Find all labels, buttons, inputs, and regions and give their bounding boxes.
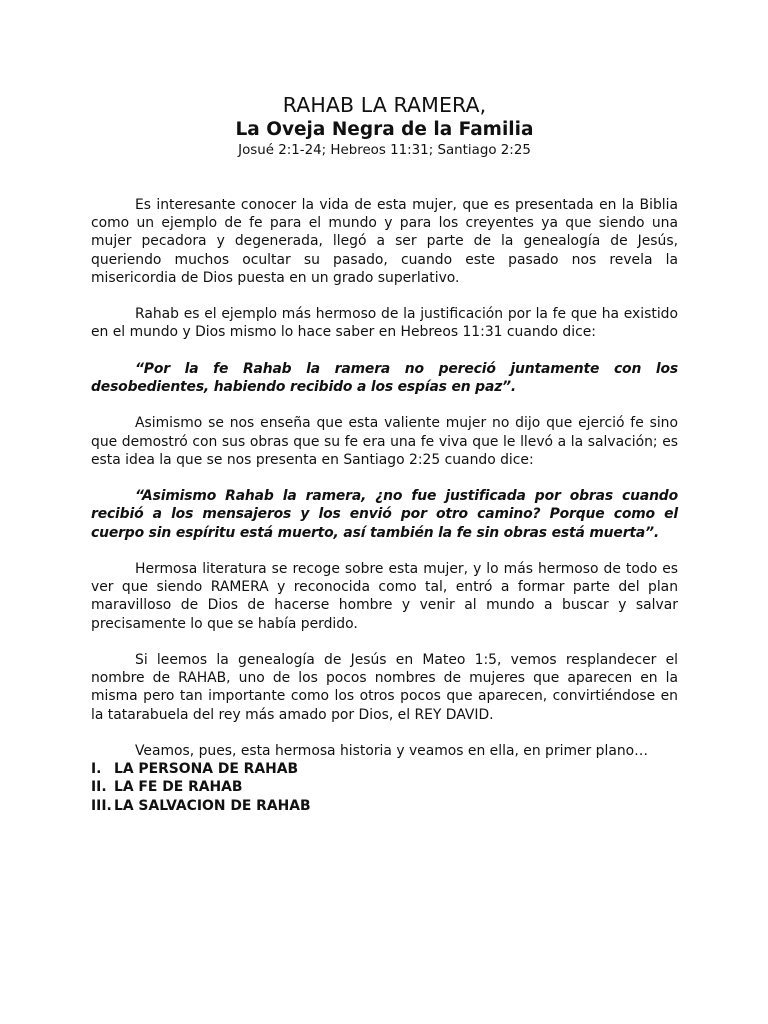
page-subtitle: La Oveja Negra de la Familia <box>235 119 534 140</box>
paragraph-genealogy: Si leemos la genealogía de Jesús en Mateo 1:5, vemos resplandecer el nombre de RAHAB, uno de los pocos nombres de mujeres que aparecen en la misma pero tan importante como los otros pocos que aparecen, convirtiéndose en la tatarabuela del rey más amado por Dios, el REY DAVID. <box>91 651 678 723</box>
quote-hebrews: “Por la fe Rahab la ramera no pereció juntamente con los desobedientes, habiendo recibido a los espías en paz”. <box>91 360 678 395</box>
page-title: RAHAB LA RAMERA, <box>282 93 487 117</box>
quote-santiago: “Asimismo Rahab la ramera, ¿no fue justificada por obras cuando recibió a los mensajeros y los envió por otro camino? Porque como el cuerpo sin espíritu está muerto, así también la fe sin obras está muerta”. <box>91 488 678 541</box>
outline-number: III. <box>91 797 112 814</box>
scripture-references: Josué 2:1-24; Hebreos 11:31; Santiago 2:25 <box>238 143 531 158</box>
paragraph-justification: Rahab es el ejemplo más hermoso de la justificación por la fe que ha existido en el mundo y Dios mismo lo hace saber en Hebreos 11:31 cuando dice: <box>91 306 678 341</box>
outline-list <box>91 760 678 815</box>
outline-number: I. <box>91 761 102 778</box>
outline-number: II. <box>91 779 107 796</box>
outline-text: LA FE DE RAHAB <box>114 779 243 796</box>
outline-text: LA PERSONA DE RAHAB <box>114 761 299 778</box>
paragraph-introduction: Es interesante conocer la vida de esta mujer, que es presentada en la Biblia como un ejemplo de fe para el mundo y para los creyentes ya que siendo una mujer pecadora y degenerada, llegó a ser parte de la genealogía de Jesús, queriendo muchos ocultar su pasado, cuando este pasado nos revela la misericordia de Dios puesta en un grado superlativo. <box>91 197 678 286</box>
paragraph-literature: Hermosa literatura se recoge sobre esta mujer, y lo más hermoso de todo es ver que siendo RAMERA y reconocida como tal, entró a formar parte del plan maravilloso de Dios de hacerse hombre y venir al mundo a buscar y salvar precisamente lo que se había perdido. <box>91 560 678 632</box>
outline-intro: Veamos, pues, esta hermosa historia y veamos en ella, en primer plano… <box>135 742 649 759</box>
outline-item <box>91 760 678 778</box>
outline-item <box>91 797 678 815</box>
title-block <box>91 92 678 160</box>
document-page <box>91 92 678 815</box>
outline-text: LA SALVACION DE RAHAB <box>114 797 311 814</box>
paragraph-works: Asimismo se nos enseña que esta valiente mujer no dijo que ejerció fe sino que demostró con sus obras que su fe era una fe viva que le llevó a la salvación; es esta idea la que se nos presenta en Santiago 2:25 cuando dice: <box>91 415 678 468</box>
document-body <box>91 196 678 815</box>
outline-item <box>91 778 678 796</box>
